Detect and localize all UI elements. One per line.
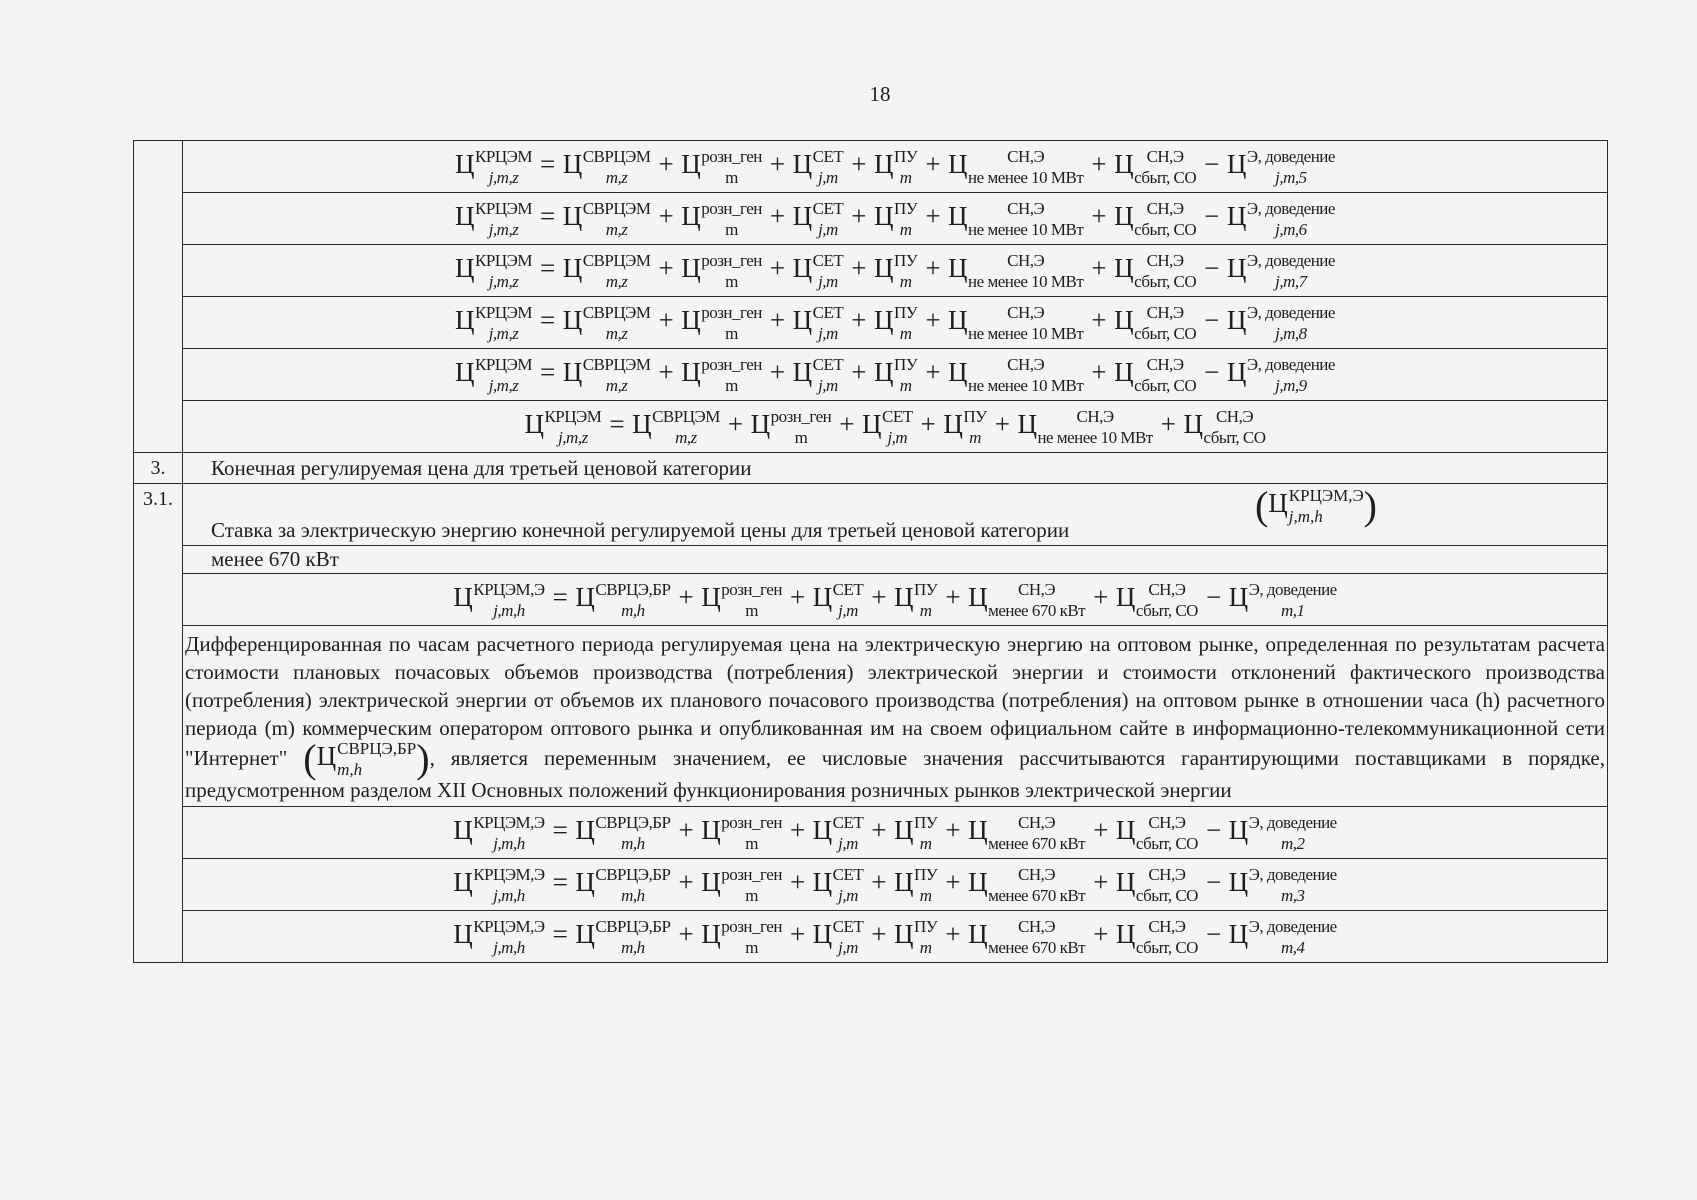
formula-row [134,193,1608,245]
formula-term: Ц СН,Э не менее 10 МВт [948,302,1084,343]
section-number: 3. [134,453,183,484]
operator: = [609,409,625,440]
formula-term: Ц СЕТ j,m [812,579,864,620]
operator: + [1093,582,1108,613]
formula [183,859,1608,911]
formula-term: Ц КРЦЭМ j,m,z [455,354,532,395]
operator: + [678,867,694,898]
formula-term: Ц розн_ген m [681,146,762,187]
formula-term: Ц СЕТ j,m [792,302,844,343]
operator: + [789,867,805,898]
operator: + [658,357,674,388]
operator: + [789,582,805,613]
number-cell-empty [134,141,183,453]
operator: + [871,867,887,898]
formula-term: Ц СН,Э менее 670 кВт [968,916,1086,957]
operator: + [925,253,941,284]
formula-term: Ц Э, доведение m,2 [1228,812,1337,853]
operator: + [1091,357,1107,388]
operator: = [552,815,568,846]
formula [183,807,1608,859]
formula-term: Ц СН,Э не менее 10 МВт [948,146,1084,187]
operator: + [945,582,961,613]
operator: = [539,357,555,388]
formula-term: Ц КРЦЭМ,Э j,m,h [453,812,545,853]
operator: + [1093,815,1108,846]
operator: + [769,149,785,180]
formula-term: Ц СЕТ j,m [862,406,913,447]
formula-term: Ц розн_ген m [701,812,782,853]
operator: + [658,149,674,180]
operator: + [678,582,694,613]
formula-term: Ц Э, доведение m,1 [1228,579,1337,620]
formula-term: Ц ПУ m [873,250,918,291]
formula-term: Ц СВРЦЭ,БР m,h [575,812,671,853]
formula-term: Ц КРЦЭМ,Э j,m,h [1268,485,1364,526]
formula-term: Ц розн_ген m [681,250,762,291]
formula [183,349,1608,401]
operator: + [1160,409,1176,440]
formula-term: Ц СЕТ j,m [792,354,844,395]
operator: + [871,815,887,846]
formula-term: Ц розн_ген m [701,916,782,957]
formula-term: Ц СН,Э сбыт, СО [1114,354,1197,395]
operator: + [851,149,866,180]
subsection-title: Ставка за электрическую энергию конечной регулируемой цены для третьей ценовой категории (Ц КРЦЭМ,Э j,m,h ) [183,484,1608,546]
formula-term: Ц СН,Э сбыт, СО [1115,812,1198,853]
formula-term: Ц СВРЦЭМ m,z [632,406,720,447]
operator: + [769,305,785,336]
formula [183,297,1608,349]
subsection-number: 3.1. [134,484,183,963]
formula-term: Ц Э, доведение j,m,8 [1226,302,1335,343]
operator: + [925,201,941,232]
operator: − [1205,582,1221,613]
formula-term: Ц СЕТ j,m [792,250,844,291]
formula-term: Ц розн_ген m [681,198,762,239]
operator: + [851,305,866,336]
operator: + [925,357,941,388]
operator: + [1091,253,1107,284]
operator: + [769,253,785,284]
formula-term: Ц ПУ m [894,812,938,853]
formula-term: Ц СЕТ j,m [792,198,844,239]
formula [183,574,1608,626]
formula-term: Ц ПУ m [873,146,918,187]
formula-term: Ц СН,Э сбыт, СО [1114,250,1197,291]
operator: + [945,815,961,846]
formula-term: Ц СН,Э сбыт, СО [1115,916,1198,957]
operator: + [678,815,694,846]
formula-row [134,911,1608,963]
formula-term: Ц Э, доведение j,m,6 [1226,198,1335,239]
formula-row [134,807,1608,859]
operator: − [1204,149,1219,180]
operator: + [1091,305,1107,336]
operator: + [1091,201,1107,232]
formula-term: Ц ПУ m [873,354,918,395]
operator: + [658,201,674,232]
formula-term: Ц СВРЦЭМ m,z [562,146,651,187]
formula-term: Ц СН,Э сбыт, СО [1183,406,1266,447]
formula [183,193,1608,245]
formula-term: Ц СЕТ j,m [812,916,864,957]
operator: = [539,253,555,284]
formula-term: Ц СН,Э сбыт, СО [1114,198,1197,239]
operator: = [539,149,555,180]
formula-row [134,401,1608,453]
operator: − [1205,867,1221,898]
operator: + [851,201,866,232]
operator: + [727,409,743,440]
operator: + [925,305,941,336]
formula-term: Ц ПУ m [894,864,938,905]
formula-term: Ц КРЦЭМ j,m,z [524,406,602,447]
formula-term: Ц Э, доведение m,4 [1228,916,1337,957]
formula-term: Ц Э, доведение m,3 [1228,864,1337,905]
operator: + [851,253,866,284]
formula-term: Ц ПУ m [943,406,987,447]
operator: + [658,253,674,284]
formula-term: Ц СН,Э менее 670 кВт [968,864,1086,905]
formula-term: Ц ПУ m [873,198,918,239]
price-table [133,140,1608,963]
formula-term: Ц Э, доведение j,m,9 [1226,354,1335,395]
formula-term: Ц Э, доведение j,m,7 [1226,250,1335,291]
formula-row [134,859,1608,911]
operator: = [552,867,568,898]
formula-term: Ц СЕТ j,m [812,812,864,853]
operator: + [871,919,887,950]
subheader: менее 670 кВт [183,546,1608,574]
subsection-symbol: (Ц КРЦЭМ,Э j,m,h ) [1254,483,1377,528]
operator: + [1091,149,1107,180]
formula [183,401,1608,453]
formula-term: Ц СН,Э не менее 10 МВт [1017,406,1153,447]
formula-term: Ц КРЦЭМ j,m,z [455,146,532,187]
formula-term: Ц розн_ген m [701,579,782,620]
formula-term: Ц СЕТ j,m [792,146,844,187]
formula [183,141,1608,193]
operator: = [552,919,568,950]
formula-term: Ц КРЦЭМ,Э j,m,h [453,864,545,905]
formula-term: Ц розн_ген m [681,354,762,395]
operator: + [678,919,694,950]
operator: + [945,919,961,950]
operator: + [839,409,855,440]
operator: + [994,409,1010,440]
operator: − [1204,305,1219,336]
formula-term: Ц КРЦЭМ j,m,z [455,302,532,343]
formula-term: Ц СВРЦЭ,БР m,h [575,579,671,620]
formula-term: Ц СВРЦЭМ m,z [562,354,651,395]
operator: + [920,409,936,440]
formula-term: Ц СН,Э сбыт, СО [1114,146,1197,187]
operator: + [851,357,866,388]
formula-term: Ц СН,Э не менее 10 МВт [948,354,1084,395]
formula-term: Ц СВРЦЭ,БР m,h [316,739,417,779]
formula-term: Ц СВРЦЭМ m,z [562,198,651,239]
operator: + [658,305,674,336]
operator: + [769,357,785,388]
formula-term: Ц СВРЦЭМ m,z [562,250,651,291]
formula-row [134,141,1608,193]
formula-term: Ц СН,Э менее 670 кВт [968,579,1086,620]
formula-row [134,245,1608,297]
formula-term: Ц КРЦЭМ,Э j,m,h [453,579,545,620]
operator: − [1204,201,1219,232]
formula-term: Ц СН,Э не менее 10 МВт [948,198,1084,239]
operator: + [789,815,805,846]
formula-term: Ц СН,Э сбыт, СО [1115,579,1198,620]
formula-term: Ц СН,Э не менее 10 МВт [948,250,1084,291]
formula-term: Ц ПУ m [873,302,918,343]
operator: − [1205,815,1221,846]
formula-term: Ц Э, доведение j,m,5 [1226,146,1335,187]
definition-paragraph: Дифференцированная по часам расчетного периода регулируемая цена на электрическую энергию на оптовом рынке, определенная по результатам расчета стоимости плановых почасовых объемов производства (потребления) электрической энергии и стоимости отклонений фактического производства (потребления) электрической энергии от объемов их планового почасового производства (потребления) на оптовом рынке в отношении часа (h) расчетного периода (m) коммерческим оператором оптового рынка и опубликованная им на своем официальном сайте в информационно-телекоммуникационной сети "Интернет" (Ц СВРЦЭ,БР m,h ), является переменным значением, ее числовые значения рассчитываются гарантирующими поставщиками в порядке, предусмотренном разделом XII Основных положений функционирования розничных рынков электрической энергии [183,626,1608,807]
formula-term: Ц СВРЦЭМ m,z [562,302,651,343]
formula-term: Ц СЕТ j,m [812,864,864,905]
operator: = [539,305,555,336]
formula-term: Ц ПУ m [894,579,938,620]
section-title: Конечная регулируемая цена для третьей ценовой категории [183,453,1608,484]
formula-term: Ц СН,Э менее 670 кВт [968,812,1086,853]
formula-term: Ц СН,Э сбыт, СО [1115,864,1198,905]
formula [183,245,1608,297]
operator: + [1093,919,1108,950]
operator: − [1204,357,1219,388]
formula-row [134,349,1608,401]
formula-term: Ц СВРЦЭ,БР m,h [575,916,671,957]
operator: + [789,919,805,950]
formula-term: Ц КРЦЭМ j,m,z [455,198,532,239]
operator: + [871,582,887,613]
operator: + [769,201,785,232]
formula-row [134,297,1608,349]
operator: + [925,149,941,180]
operator: = [552,582,568,613]
operator: + [945,867,961,898]
formula-term: Ц розн_ген m [701,864,782,905]
formula-term: Ц КРЦЭМ j,m,z [455,250,532,291]
formula-term: Ц розн_ген m [750,406,832,447]
formula [183,911,1608,963]
formula-term: Ц СН,Э сбыт, СО [1114,302,1197,343]
operator: − [1205,919,1221,950]
operator: + [1093,867,1108,898]
inline-symbol: (Ц СВРЦЭ,БР m,h ) [303,736,430,781]
formula-term: Ц ПУ m [894,916,938,957]
formula-term: Ц розн_ген m [681,302,762,343]
formula-row [134,574,1608,626]
formula-term: Ц КРЦЭМ,Э j,m,h [453,916,545,957]
page-number: 18 [869,82,891,106]
operator: = [539,201,555,232]
operator: − [1204,253,1219,284]
formula-term: Ц СВРЦЭ,БР m,h [575,864,671,905]
